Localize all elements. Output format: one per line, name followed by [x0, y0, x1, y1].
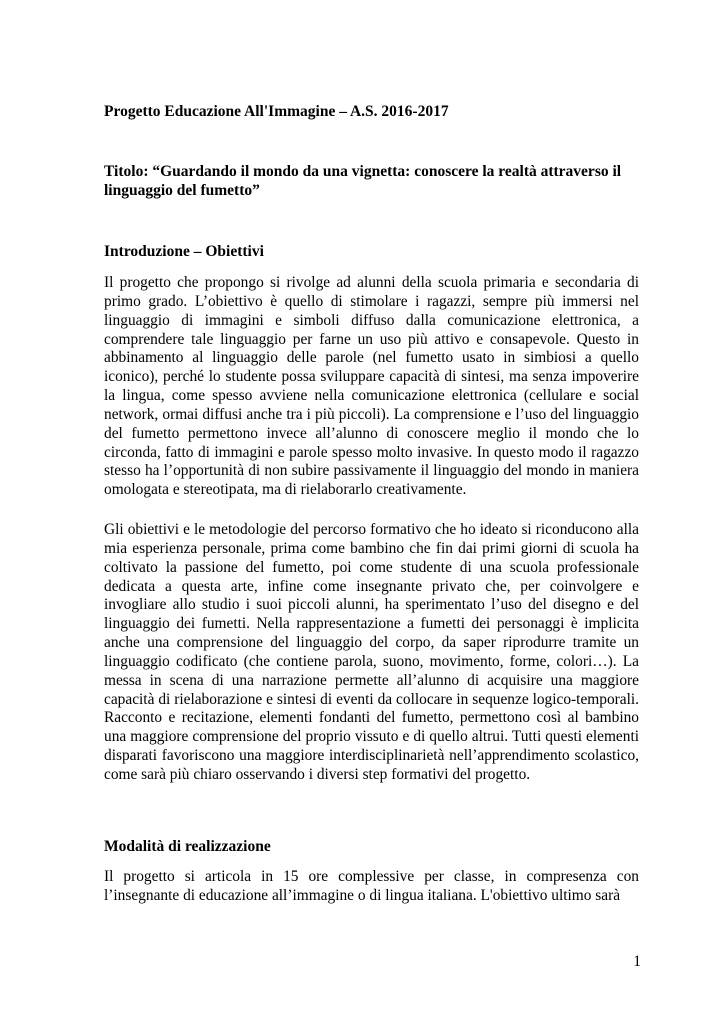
- paragraph: Il progetto si articola in 15 ore complessive per classe, in compresenza con l’insegnante di educazione all’immagine o di lingua italiana. L'obiettivo ultimo sarà: [104, 868, 639, 904]
- page-number: 1: [633, 953, 641, 970]
- document-subtitle: Titolo: “Guardando il mondo da una vignetta: conoscere la realtà attraverso il linguaggio del fumetto”: [104, 163, 622, 199]
- document-title: Progetto Educazione All'Immagine – A.S. 2016-2017: [104, 103, 449, 120]
- section-heading-introduzione: Introduzione – Obiettivi: [104, 243, 264, 260]
- paragraph: Gli obiettivi e le metodologie del percorso formativo che ho ideato si riconducono alla mia esperienza personale, prima come bambino che fin dai primi giorni di scuola ha coltivato la passione del fumetto, poi come studente di una scuola professionale dedicata a questa arte, infine come insegnante privato che, per coinvolgere e invogliare allo studio i suoi piccoli alunni, ha sperimentato l’uso del disegno e del linguaggio dei fumetti. Nella rappresentazione a fumetti dei personaggi è implicita anche una comprensione del linguaggio del corpo, da saper riprodurre tramite un linguaggio codificato (che contiene parola, suono, movimento, forme, colori…). La messa in scena di una narrazione permette all’alunno di acquisire una maggiore capacità di rielaborazione e sintesi di eventi da collocare in sequenze logico-temporali. Racconto e recitazione, elementi fondanti del fumetto, permettono così al bambino una maggiore comprensione del proprio vissuto e di quello altrui. Tutti questi elementi disparati favoriscono una maggiore interdisciplinarietà nell’apprendimento scolastico, come sarà più chiaro osservando i diversi step formativi del progetto.: [104, 521, 639, 783]
- paragraph: Il progetto che propongo si rivolge ad alunni della scuola primaria e secondaria di primo grado. L’obiettivo è quello di stimolare i ragazzi, sempre più immersi nel linguaggio di immagini e simboli diffuso dalla comunicazione elettronica, a comprendere tale linguaggio per farne un uso più attivo e consapevole. Questo in abbinamento al linguaggio delle parole (nel fumetto usato in simbiosi a quello iconico), perché lo studente possa sviluppare capacità di sintesi, ma senza impoverire la lingua, come spesso avviene nella comunicazione elettronica (cellulare e social network, ormai diffusi anche tra i più piccoli). La comprensione e l’uso del linguaggio del fumetto permettono invece all’alunno di conoscere meglio il mondo che lo circonda, fatto di immagini e parole spesso molto invasive. In questo modo il ragazzo stesso ha l’opportunità di non subire passivamente il linguaggio del mondo in maniera omologata e stereotipata, ma di rielaborarlo creativamente.: [104, 274, 639, 499]
- section-heading-modalita: Modalità di realizzazione: [104, 838, 271, 855]
